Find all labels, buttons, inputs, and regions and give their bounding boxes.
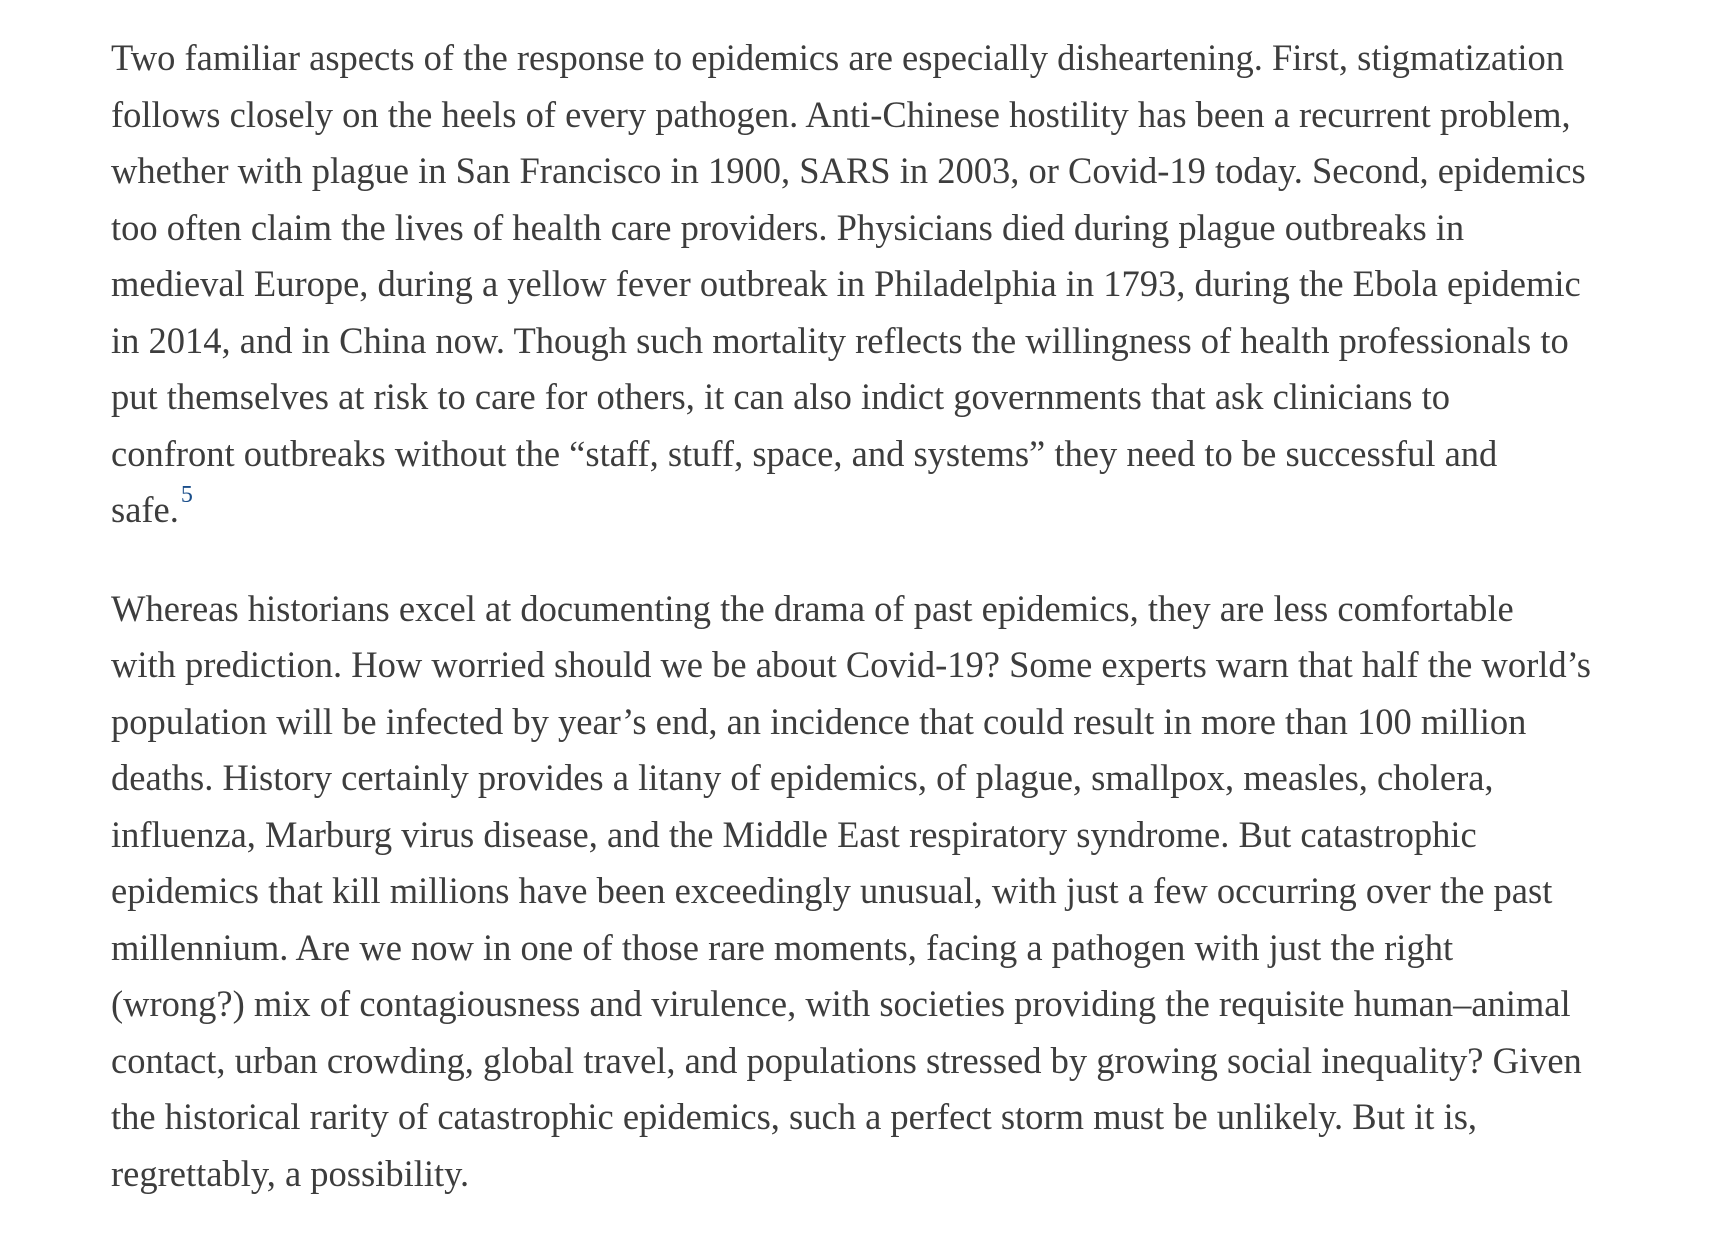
text-line: influenza, Marburg virus disease, and the Middle East respiratory syndrome. But catastrophic [111, 813, 1477, 855]
text-line: regrettably, a possibility. [111, 1152, 470, 1194]
text-line-content: safe. [111, 489, 179, 530]
text-line: Whereas historians excel at documenting the drama of past epidemics, they are less comfortable [111, 587, 1514, 629]
text-line: confront outbreaks without the “staff, stuff, space, and systems” they need to be successful and [111, 432, 1498, 474]
text-line: whether with plague in San Francisco in 1900, SARS in 2003, or Covid-19 today. Second, epidemics [111, 150, 1586, 191]
text-line: too often claim the lives of health care providers. Physicians died during plague outbreaks in [111, 206, 1465, 248]
reference-link[interactable]: 5 [180, 482, 193, 508]
article-body [111, 30, 1681, 1244]
text-line: (wrong?) mix of contagiousness and virulence, with societies providing the requisite human–animal [111, 983, 1571, 1024]
text-line: medieval Europe, during a yellow fever outbreak in Philadelphia in 1793, during the Ebola epidemic [111, 263, 1581, 304]
text-line: epidemics that kill millions have been exceedingly unusual, with just a few occurring over the past [111, 870, 1553, 911]
text-line: population will be infected by year’s end, an incidence that could result in more than 100 million [111, 700, 1527, 742]
text-line-last [111, 482, 1681, 539]
text-line: with prediction. How worried should we be about Covid-19? Some experts warn that half the world’s [111, 644, 1591, 685]
text-line: follows closely on the heels of every pathogen. Anti-Chinese hostility has been a recurrent problem, [111, 93, 1571, 135]
text-line: the historical rarity of catastrophic epidemics, such a perfect storm must be unlikely. But it is, [111, 1096, 1478, 1137]
paragraph-prediction [111, 581, 1681, 1203]
text-line: contact, urban crowding, global travel, and populations stressed by growing social inequality? Given [111, 1039, 1582, 1081]
text-line: put themselves at risk to care for others, it can also indict governments that ask clinicians to [111, 376, 1450, 417]
text-line: Two familiar aspects of the response to epidemics are especially disheartening. First, stigmatization [111, 37, 1564, 78]
text-line: deaths. History certainly provides a litany of epidemics, of plague, smallpox, measles, cholera, [111, 757, 1494, 798]
text-line: millennium. Are we now in one of those rare moments, facing a pathogen with just the right [111, 926, 1454, 968]
text-line: in 2014, and in China now. Though such mortality reflects the willingness of health professionals to [111, 319, 1569, 361]
paragraph-stigmatization [111, 30, 1681, 539]
